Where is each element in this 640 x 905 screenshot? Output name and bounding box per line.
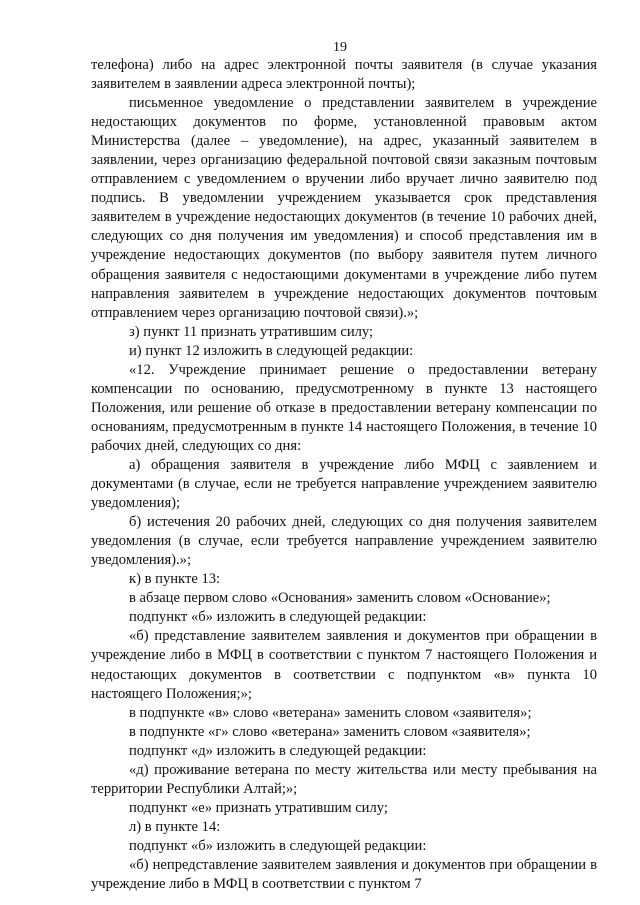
- list-item: а) обращения заявителя в учреждение либо МФЦ с заявлением и документами (в случае, если не требуется направление учреждением заявителю уведомления);: [91, 456, 597, 512]
- list-item: л) в пункте 14:: [129, 818, 221, 835]
- page-number: 19: [333, 40, 347, 55]
- paragraph: подпункт «б» изложить в следующей редакции:: [129, 609, 427, 626]
- document-body: [91, 56, 597, 894]
- paragraph: телефона) либо на адрес электронной почты заявителя (в случае указания заявителем в заявлении адреса электронной почты);: [91, 57, 597, 93]
- list-item: к) в пункте 13:: [129, 571, 221, 588]
- list-item: и) пункт 12 изложить в следующей редакции:: [129, 342, 414, 359]
- paragraph: «б) представление заявителем заявления и документов при обращении в учреждение либо в МФЦ в соответствии с пунктом 7 настоящего Положения и недостающих документов в соответствии с подпунктом «в» пункта 10 настоящего Положения;»;: [91, 628, 597, 702]
- paragraph: подпункт «д» изложить в следующей редакции:: [129, 742, 427, 759]
- paragraph: в абзаце первом слово «Основания» заменить словом «Основание»;: [129, 590, 551, 607]
- list-item: з) пункт 11 признать утратившим силу;: [129, 323, 374, 340]
- paragraph: «д) проживание ветерана по месту жительства или месту пребывания на территории Республики Алтай;»;: [91, 761, 597, 797]
- paragraph: подпункт «б» изложить в следующей редакции:: [129, 837, 427, 854]
- list-item: б) истечения 20 рабочих дней, следующих со дня получения заявителем уведомления (в случае, если требуется направление учреждением заявителю уведомления).»;: [91, 514, 597, 569]
- paragraph: в подпункте «в» слово «ветерана» заменить словом «заявителя»;: [129, 704, 532, 721]
- paragraph: в подпункте «г» слово «ветерана» заменить словом «заявителя»;: [129, 723, 531, 740]
- paragraph: подпункт «е» признать утратившим силу;: [129, 799, 388, 816]
- paragraph: «б) непредставление заявителем заявления и документов при обращении в учреждение либо в МФЦ в соответствии с пунктом 7: [91, 856, 597, 893]
- paragraph: письменное уведомление о представлении заявителем в учреждение недостающих документов по форме, установленной правовым актом Министерства (далее – уведомление), на адрес, указанный заявителем в заявлении, через организацию федеральной почтовой связи заказным почтовым отправлением с уведомлением о вручении либо вручает лично заявителю под подпись. В уведомлении учреждением указывается срок представления заявителем в учреждение недостающих документов (в течение 10 рабочих дней, следующих со дня получения им уведомления) и способ представления им в учреждение недостающих документов (по выбору заявителя путем личного обращения заявителя с недостающими документами в учреждение либо путем направления заявителем в учреждение недостающих документов почтовым отправлением через организацию почтовой связи).»;: [91, 95, 597, 321]
- paragraph: «12. Учреждение принимает решение о предоставлении ветерану компенсации по основанию, предусмотренному в пункте 13 настоящего Положения, или решение об отказе в предоставлении ветерану компенсации по основаниям, предусмотренным в пункте 14 настоящего Положения, в течение 10 рабочих дней, следующих со дня:: [91, 361, 597, 454]
